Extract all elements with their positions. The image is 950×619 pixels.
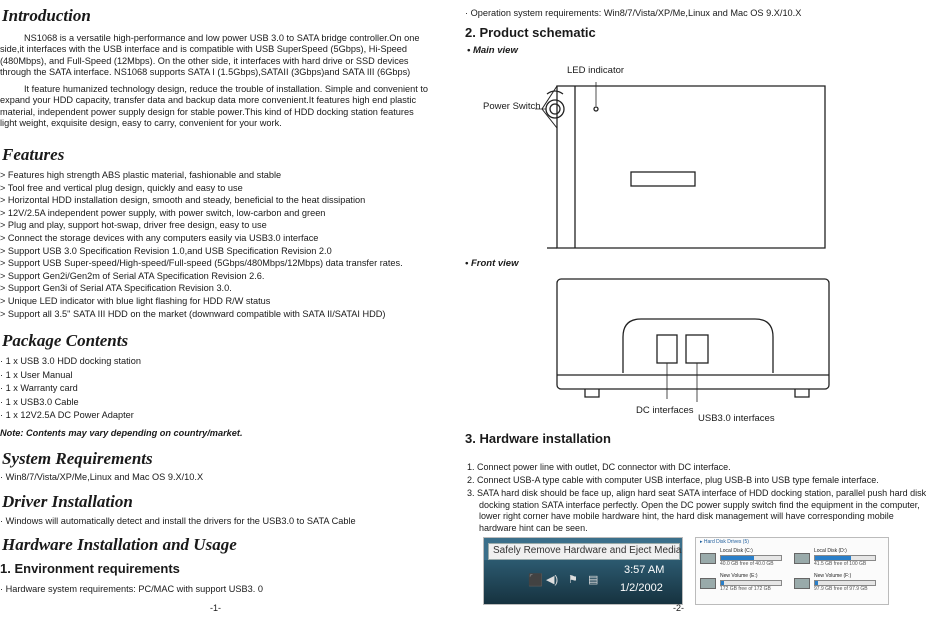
step-3: 3. SATA hard disk should be face up, align hard seat SATA interface of HDD docking station, parallel push hard disk docking station SATA interface perfectly. Open the DC power supply switch find the equipment in the computer, lower right corner have mobile hardware hint, the hard disk management will have corresponding mobile hardware hint can be seen.: [467, 488, 927, 533]
features-heading: Features: [2, 145, 65, 164]
drives-screenshot: [695, 537, 889, 605]
flag-icon[interactable]: ⚑: [568, 574, 578, 586]
introduction-para1: NS1068 is a versatile high-performance and low power USB 3.0 to SATA bridge controller.On one side,it interfaces with the USB interface and is compatible with USB SuperSpeed (5Gbps), Hi-Speed (480Mbps), and Full-Speed (12Mbps). On the other side, it interfaces with hard drive or SSD devices through the SATA interface. NS1068 supports SATA I (1.5Gbps),SATAII (3Gbps)and SATA III (6Gbps): [0, 33, 420, 78]
left-page: [0, 0, 440, 619]
drive-free: 41.5 GB free of 100 GB: [814, 561, 867, 567]
led-indicator-label: LED indicator: [567, 65, 625, 76]
drive-name: New Volume (F:): [814, 573, 852, 579]
list-item: > Support Gen3i of Serial ATA Specification Revision 3.0.: [0, 283, 232, 294]
list-item: > Connect the storage devices with any computers easily via USB3.0 interface: [0, 233, 319, 243]
page-number: -1-: [210, 603, 221, 613]
speaker-icon[interactable]: ◀): [546, 574, 559, 586]
list-item: > Support all 3.5" SATA III HDD on the market (downward compatible with SATA II/SATAI HDD): [0, 308, 386, 319]
drive-item[interactable]: [794, 573, 884, 595]
hardware-heading: Hardware Installation and Usage: [2, 535, 237, 554]
drive-icon: [794, 553, 810, 564]
schematic-heading: 2. Product schematic: [465, 25, 596, 40]
environment-subheading: 1. Environment requirements: [0, 561, 180, 576]
usb-interfaces-label: USB3.0 interfaces: [698, 413, 775, 424]
drive-free: 172 GB free of 172 GB: [720, 586, 771, 592]
drive-item[interactable]: [700, 548, 790, 570]
drive-icon: [794, 578, 810, 589]
power-switch-icon: [546, 100, 564, 118]
tray-tooltip-text: Safely Remove Hardware and Eject Media: [493, 545, 682, 556]
main-view-label: • Main view: [467, 45, 518, 56]
tray-date: 1/2/2002: [620, 582, 663, 594]
dc-port-icon: [657, 335, 677, 363]
list-item: > Plug and play, support hot-swap, driver free design, easy to use: [0, 220, 267, 231]
os-requirements: · Operation system requirements: Win8/7/Vista/XP/Me,Linux and Mac OS 9.X/10.X: [465, 8, 802, 18]
dock-front-outline: [557, 279, 829, 389]
system-text: · Win8/7/Vista/XP/Me,Linux and Mac OS 9.X/10.X: [0, 472, 204, 482]
led-icon: [594, 107, 598, 111]
right-page: [455, 0, 950, 619]
list-item: > Features high strength ABS plastic material, fashionable and stable: [0, 170, 282, 180]
drive-item[interactable]: [794, 548, 884, 570]
list-item: > 12V/2.5A independent power supply, with power switch, low-carbon and green: [0, 207, 326, 218]
drive-name: Local Disk (C:): [720, 548, 753, 554]
driver-text: · Windows will automatically detect and install the drivers for the USB3.0 to SATA Cable: [0, 516, 356, 526]
list-item: · 1 x USB 3.0 HDD docking station: [0, 356, 141, 366]
drive-usage-fill: [721, 581, 724, 585]
step-1: 1. Connect power line with outlet, DC connector with DC interface.: [467, 462, 731, 472]
drive-icon: [700, 578, 716, 589]
tray-time: 3:57 AM: [624, 564, 665, 576]
package-note: Note: Contents may vary depending on country/market.: [0, 428, 243, 438]
drive-icon: [700, 553, 716, 564]
list-item: · 1 x Warranty card: [0, 383, 78, 394]
tray-tooltip: [488, 543, 680, 560]
list-item: > Support Gen2i/Gen2m of Serial ATA Specification Revision 2.6.: [0, 270, 265, 281]
drive-free: 97.9 GB free of 97.9 GB: [814, 586, 868, 592]
introduction-heading: Introduction: [2, 6, 91, 25]
usb-tray-icon[interactable]: ⬛: [528, 573, 543, 587]
page-number: -2-: [673, 603, 684, 613]
drive-free: 40.0 GB free of 40.0 GB: [720, 561, 774, 567]
introduction-para2: It feature humanized technology design, reduce the trouble of installation. Simple and convenient to expand your HDD capacity, transfer data and backup data more convenient.It features high end plastic material, independent power supply design for stable power.This kind of HDD docking station features light weight, exquisite design, easy to carry, convenient for your work.: [0, 84, 428, 129]
list-item: > Support USB Super-speed/High-speed/Full-speed (5Gbps/480Mbps/12Mbps) data transfer rates.: [0, 258, 403, 269]
installation-heading: 3. Hardware installation: [465, 431, 611, 446]
list-item: > Horizontal HDD installation design, smooth and steady, beneficial to the heat dissipation: [0, 195, 366, 206]
list-item: · 1 x User Manual: [0, 369, 73, 380]
front-view-diagram: [555, 277, 845, 402]
power-switch-label: Power Switch: [483, 101, 541, 112]
system-heading: System Requirements: [2, 449, 153, 468]
drive-name: New Volume (E:): [720, 573, 758, 579]
usb-port-icon: [686, 335, 708, 363]
list-item: · 1 x 12V2.5A DC Power Adapter: [0, 410, 134, 421]
sata-slot: [631, 172, 695, 186]
front-view-label: • Front view: [465, 258, 519, 269]
drive-usage-fill: [815, 556, 851, 560]
drives-header: ▸ Hard Disk Drives (5): [700, 539, 749, 545]
step-2: 2. Connect USB-A type cable with computer USB interface, plug USB-B into USB type female interface.: [467, 475, 879, 485]
dc-interfaces-label: DC interfaces: [636, 405, 694, 416]
hardware-text: · Hardware system requirements: PC/MAC with support USB3. 0: [0, 584, 263, 594]
tray-screenshot: [483, 537, 683, 605]
list-item: > Unique LED indicator with blue light flashing for HDD R/W status: [0, 296, 271, 306]
main-view-diagram: [535, 76, 835, 251]
network-icon[interactable]: ▤: [588, 574, 599, 586]
drive-usage-fill: [721, 556, 754, 560]
drive-name: Local Disk (D:): [814, 548, 847, 554]
drive-usage-fill: [815, 581, 818, 585]
list-item: · 1 x USB3.0 Cable: [0, 396, 79, 407]
package-heading: Package Contents: [2, 331, 129, 350]
list-item: > Support USB 3.0 Specification Revision 1.0,and USB Specification Revision 2.0: [0, 245, 332, 256]
drive-item[interactable]: [700, 573, 790, 595]
list-item: > Tool free and vertical plug design, quickly and easy to use: [0, 182, 243, 193]
driver-heading: Driver Installation: [2, 492, 133, 511]
